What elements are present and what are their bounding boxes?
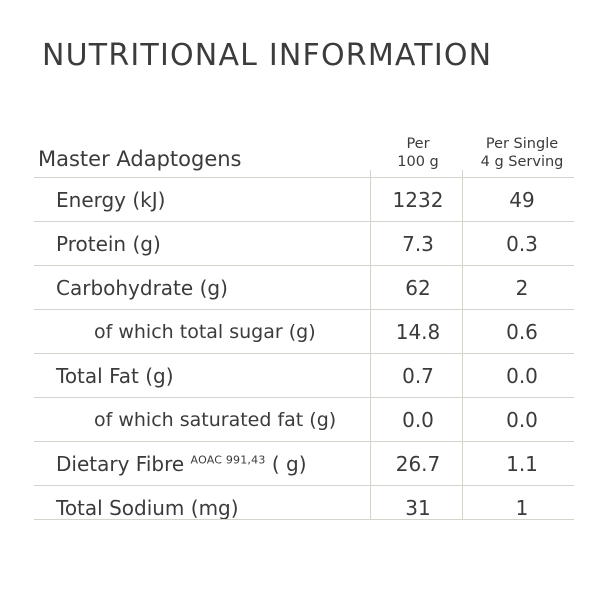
nutrient-label-text: of which total sugar (g) [94, 320, 316, 343]
table-row [34, 486, 574, 530]
value-per-serving: 0.3 [470, 222, 574, 266]
nutrient-label-superscript: AOAC 991,43 [190, 452, 266, 466]
value-per-serving: 0.0 [470, 354, 574, 398]
nutrient-label-text: Energy (kJ) [56, 187, 166, 212]
value-per-serving: 1.1 [470, 442, 574, 486]
column-header-per-100g [366, 117, 470, 178]
per-100g-line2: 100 g [397, 153, 439, 170]
value-per-100g: 26.7 [366, 442, 470, 486]
value-per-100g: 14.8 [366, 310, 470, 354]
nutrient-label-text: Dietary Fibre [56, 451, 191, 476]
table-row [34, 266, 574, 310]
nutrient-label [34, 442, 366, 486]
value-per-serving: 0.0 [470, 398, 574, 442]
value-per-100g: 1232 [366, 178, 470, 222]
nutrient-label [34, 178, 366, 222]
nutrient-label-text: of which saturated fat (g) [94, 408, 337, 431]
nutrient-label-text: Carbohydrate (g) [56, 275, 228, 300]
table-body [34, 178, 574, 530]
nutrient-label-text: Total Fat (g) [56, 363, 174, 388]
value-per-100g: 7.3 [366, 222, 470, 266]
value-per-serving: 2 [470, 266, 574, 310]
table-row [34, 354, 574, 398]
nutrient-label-tail: ( g) [265, 451, 307, 476]
table-row [34, 310, 574, 354]
value-per-100g: 0.7 [366, 354, 470, 398]
nutrient-label-text: Total Sodium (mg) [56, 495, 239, 520]
nutrition-table [34, 117, 574, 529]
column-divider-left [370, 170, 371, 519]
nutrient-label [34, 310, 366, 354]
column-header-per-serving [470, 117, 574, 178]
table-row [34, 178, 574, 222]
value-per-100g: 31 [366, 486, 470, 530]
value-per-serving: 49 [470, 178, 574, 222]
nutrient-label [34, 486, 366, 530]
table-bottom-rule [34, 519, 574, 520]
column-header-product: Master Adaptogens [38, 147, 242, 171]
table-head [34, 117, 574, 178]
per-100g-line1: Per [406, 135, 430, 152]
value-per-100g: 62 [366, 266, 470, 310]
nutrient-label-text: Protein (g) [56, 231, 161, 256]
table-row [34, 222, 574, 266]
value-per-serving: 1 [470, 486, 574, 530]
nutrient-label [34, 354, 366, 398]
value-per-serving: 0.6 [470, 310, 574, 354]
table-header-row [34, 117, 574, 178]
table-row [34, 398, 574, 442]
nutrient-label [34, 398, 366, 442]
per-serving-line2: 4 g Serving [480, 153, 564, 170]
value-per-100g: 0.0 [366, 398, 470, 442]
table-row [34, 442, 574, 486]
per-serving-line1: Per Single [485, 135, 559, 152]
nutrient-label [34, 266, 366, 310]
page-title: NUTRITIONAL INFORMATION [42, 38, 493, 73]
column-divider-right [462, 170, 463, 519]
nutrient-label [34, 222, 366, 266]
